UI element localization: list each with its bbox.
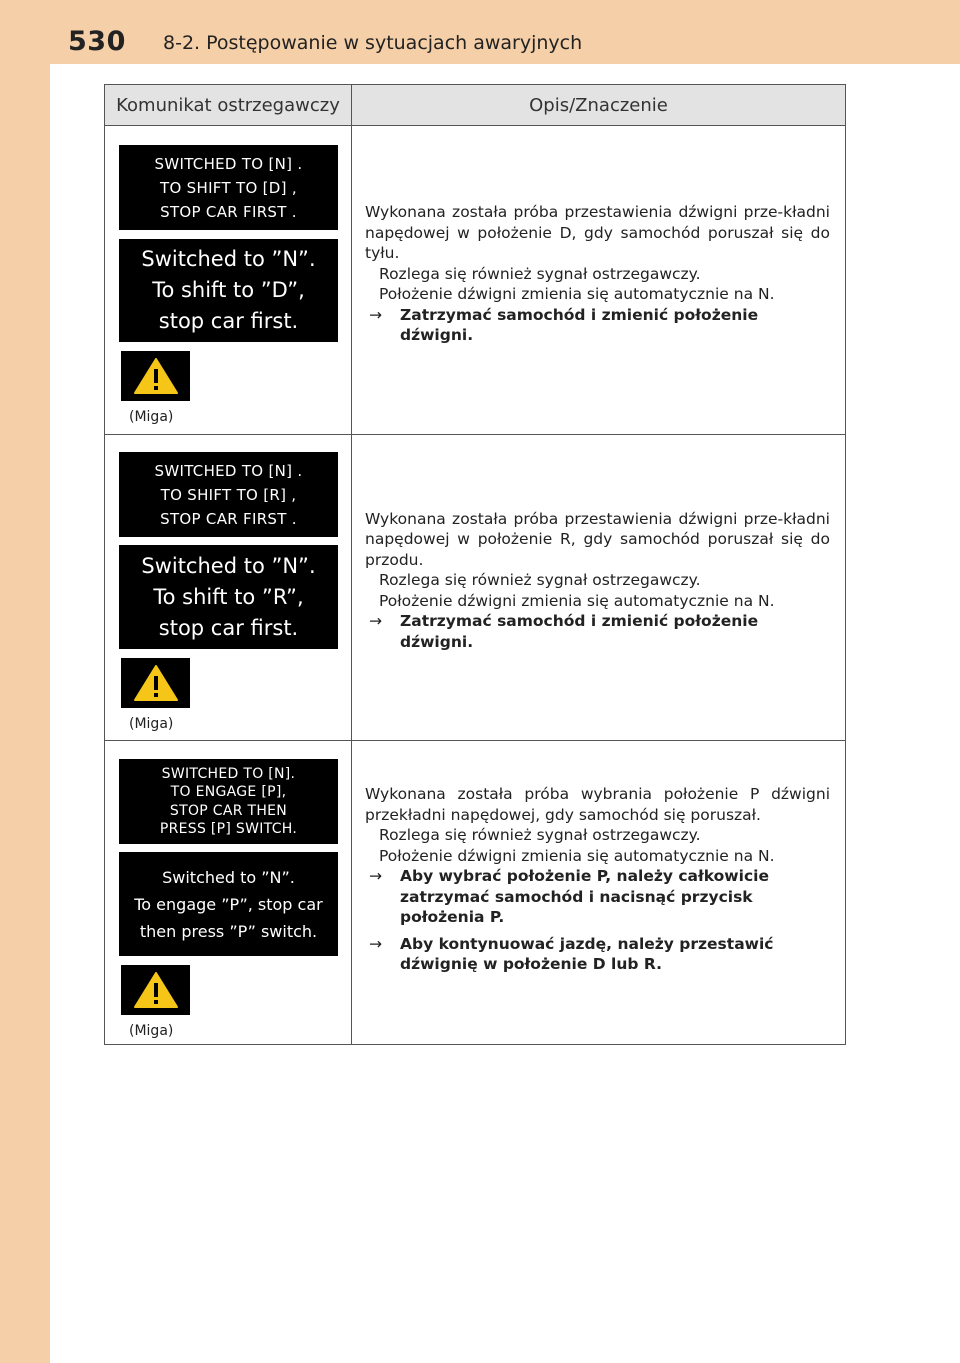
- screen-line: Switched to ”N”.: [162, 867, 295, 887]
- side-color-band: [0, 0, 50, 1363]
- action-item: [365, 305, 830, 346]
- screen-line: To shift to ”R”,: [153, 584, 304, 609]
- warning-triangle-icon: [121, 658, 190, 708]
- warning-triangle-icon: [121, 351, 190, 401]
- screen-line: STOP CAR THEN: [169, 802, 288, 819]
- screen-line: SWITCHED TO [N] .: [154, 154, 303, 173]
- page-number: 530: [68, 26, 126, 57]
- screen-line: stop car first.: [158, 309, 299, 333]
- action-item: [365, 934, 830, 975]
- display-screen-caps: [119, 759, 338, 844]
- screen-line: then press ”P” switch.: [139, 921, 318, 941]
- display-screen-text: [119, 239, 338, 342]
- display-screen-caps: [119, 145, 338, 230]
- note-line: Położenie dźwigni zmienia się automatycznie na N.: [379, 846, 775, 865]
- blink-label: (Miga): [129, 409, 174, 425]
- display-screen-text: [119, 545, 338, 649]
- action-text: Aby wybrać położenie P, należy całkowicie zatrzymać samochód i nacisnąć przycisk położenia P.: [400, 867, 769, 927]
- arrow-icon: →: [369, 305, 382, 324]
- screen-line: To shift to ”D”,: [152, 278, 305, 302]
- screen-line: TO ENGAGE [P],: [170, 784, 287, 800]
- description-cell: [352, 435, 846, 741]
- message-images-cell: [105, 435, 352, 741]
- table-row: [105, 741, 846, 1045]
- arrow-icon: →: [369, 934, 382, 953]
- column-header-description: Opis/Znaczenie: [352, 85, 846, 126]
- note-line: Rozlega się również sygnał ostrzegawczy.: [379, 571, 701, 590]
- warning-triangle-icon: [121, 965, 190, 1015]
- table-row: [105, 435, 846, 741]
- screen-line: TO SHIFT TO [D] ,: [160, 178, 297, 197]
- column-header-message: Komunikat ostrzegawczy: [105, 85, 352, 126]
- action-item: [365, 611, 830, 652]
- screen-line: PRESS [P] SWITCH.: [159, 821, 298, 837]
- section-title: 8-2. Postępowanie w sytuacjach awaryjnych: [163, 32, 583, 54]
- table-header-row: [105, 85, 846, 126]
- note-line: Rozlega się również sygnał ostrzegawczy.: [379, 826, 701, 845]
- description-cell: [352, 126, 846, 435]
- screen-line: STOP CAR FIRST .: [160, 202, 297, 221]
- description-cell: [352, 741, 846, 1045]
- screen-line: Switched to ”N”.: [141, 553, 316, 578]
- action-text: Zatrzymać samochód i zmienić położenie dźwigni.: [400, 305, 759, 345]
- warning-message-table: [104, 84, 846, 1045]
- message-images-cell: [105, 126, 352, 435]
- note-line: Położenie dźwigni zmienia się automatycznie na N.: [379, 591, 775, 610]
- description-text: Wykonana została próba przestawienia dźwigni prze-kładni napędowej w położenie R, gdy samochód poruszał się do przodu.: [365, 509, 830, 569]
- screen-line: stop car first.: [158, 615, 299, 640]
- blink-label: (Miga): [129, 1023, 174, 1039]
- screen-line: STOP CAR FIRST .: [160, 509, 297, 528]
- action-item: [365, 866, 830, 928]
- arrow-icon: →: [369, 867, 382, 886]
- screen-line: Switched to ”N”.: [141, 247, 316, 271]
- display-screen-caps: [119, 452, 338, 537]
- screen-line: SWITCHED TO [N].: [161, 765, 296, 782]
- table-row: [105, 126, 846, 435]
- message-images-cell: [105, 741, 352, 1045]
- note-line: Położenie dźwigni zmienia się automatycznie na N.: [379, 285, 775, 304]
- blink-label: (Miga): [129, 716, 174, 732]
- description-text: Wykonana została próba przestawienia dźwigni prze-kładni napędowej w położenie D, gdy samochód poruszał się do tyłu.: [365, 203, 830, 263]
- screen-line: SWITCHED TO [N] .: [154, 461, 303, 480]
- action-text: Aby kontynuować jazdę, należy przestawić dźwignię w położenie D lub R.: [400, 934, 774, 974]
- description-text: Wykonana została próba wybrania położenie P dźwigni przekładni napędowej, gdy samochód się poruszał.: [365, 785, 830, 824]
- arrow-icon: →: [369, 612, 382, 631]
- screen-line: TO SHIFT TO [R] ,: [160, 485, 297, 504]
- action-text: Zatrzymać samochód i zmienić położenie dźwigni.: [400, 612, 759, 651]
- screen-line: To engage ”P”, stop car: [134, 894, 323, 914]
- note-line: Rozlega się również sygnał ostrzegawczy.: [379, 264, 701, 283]
- display-screen-text: [119, 852, 338, 956]
